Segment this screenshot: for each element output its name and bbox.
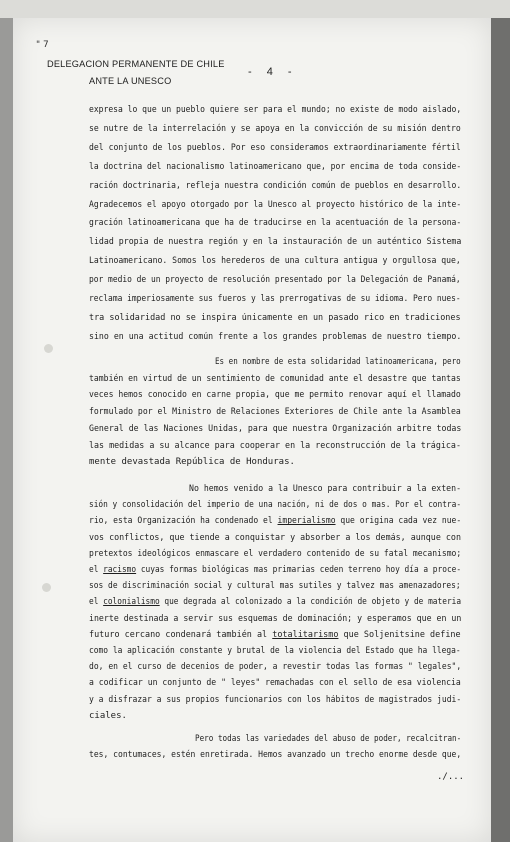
text-line: como la aplicación constante y brutal de la violencia del Estado que ha llega- [89,646,461,656]
text-line: también en virtud de un sentimiento de comunidad ante el desastre que tantas [89,373,461,384]
letterhead-line-2: ANTE LA UNESCO [89,76,172,86]
text-line: veces hemos conocido en carne propia, que me permito renovar aquí el llamado [89,390,461,401]
continuation-mark: ./... [437,772,465,782]
text-line: rio, esta Organización ha condenado el imperialismo que origina cada vez nue- [89,516,462,527]
text-line: la doctrina del nacionalismo latinoamericano que, por encima de toda conside- [89,161,462,172]
text-line: el racismo cuyas formas biológicas mas primarias ceden terreno hoy día a proce- [89,565,462,575]
text-line: Agradecemos el apoyo otorgado por la Unesco al proyecto histórico de la inte- [89,199,462,210]
text-line: expresa lo que un pueblo quiere ser para el mundo; no existe de modo aislado, [89,105,462,115]
text-line: tra solidaridad no se inspira únicamente en un pasado rico en tradiciones [89,312,461,323]
scan-top-band [0,0,510,18]
text-line: inerte destinada a servir sus esquemas de dominación; y esperamos que en un [89,613,462,624]
text-line: el colonialismo que degrada al colonizado a la condición de objeto y de materia [89,597,462,608]
letterhead [47,56,225,90]
text-line: futuro cercano condenará también al totalitarismo que Soljenitsine define [89,629,461,640]
text-line: Latinoamericano. Somos los herederos de una cultura antigua y orgullosa que, [89,256,461,267]
text-line: a codificar un conjunto de " leyes" remachadas con el sello de esa violencia [89,678,461,689]
text-line: Es en nombre de esta solidaridad latinoamericana, pero [215,357,461,367]
text-line: formulado por el Ministro de Relaciones Exteriores de Chile ante la Asamblea [89,407,461,418]
text-line: do, en el curso de decenios de poder, a revestir todas las formas " legales", [89,662,462,673]
text-line: ración doctrinaria, refleja nuestra condición común de pueblos en desarrollo. [89,180,462,191]
text-line: sos de discriminación social y cultural mas sutiles y talvez mas amenazadores; [89,581,461,592]
text-line: vos conflictos, que tiende a conquistar y absorber a los demás, aunque con [89,532,461,543]
text-line: General de las Naciones Unidas, para que nuestra Organización arbitre todas [89,423,462,434]
text-line: pretextos ideológicos enmascare el verdadero contenido de su fatal mecanismo; [89,548,462,559]
text-line: mente devastada República de Honduras. [89,457,295,468]
text-line: sino en una actitud común frente a los grandes problemas de nuestro tiempo. [89,331,462,342]
scan-right-edge [491,18,510,842]
text-line: ciales. [89,710,127,721]
text-line: las medidas a su alcance para cooperar en la reconstrucción de la trágica- [89,440,461,451]
text-line: lidad propia de nuestra región y en la instauración de un auténtico Sistema [89,237,462,248]
text-line: No hemos venido a la Unesco para contribuir a la exten- [189,484,462,494]
text-line: sión y consolidación del imperio de una nación, ni de dos o mas. Por el contra- [89,500,462,511]
text-line: del conjunto de los pueblos. Por eso consideramos extraordinariamente fértil [89,142,461,153]
corner-mark: " 7 [36,40,49,50]
text-line: Pero todas las variedades del abuso de poder, recalcitran- [195,734,462,744]
text-line: gración latinoamericana que ha de traducirse en la acentuación de la persona- [89,218,462,229]
text-line: reclama imperiosamente sus fueros y las prerrogativas de su idioma. Pero nues- [89,294,461,304]
page-number: - 4 - [248,66,298,78]
letterhead-line-1: DELEGACION PERMANENTE DE CHILE [47,59,225,69]
text-line: por medio de un proyecto de resolución presentado por la Delegación de Panamá, [89,275,461,286]
binder-hole [44,344,53,353]
text-line: y a disfrazar a sus propios funcionarios con los hábitos de magistrados judi- [89,694,462,705]
binder-hole [42,583,51,592]
text-line: tes, contumaces, estén enretirada. Hemos avanzado un trecho enorme desde que, [89,750,462,760]
text-line: se nutre de la interrelación y se apoya en la convicción de su misión dentro [89,123,461,134]
